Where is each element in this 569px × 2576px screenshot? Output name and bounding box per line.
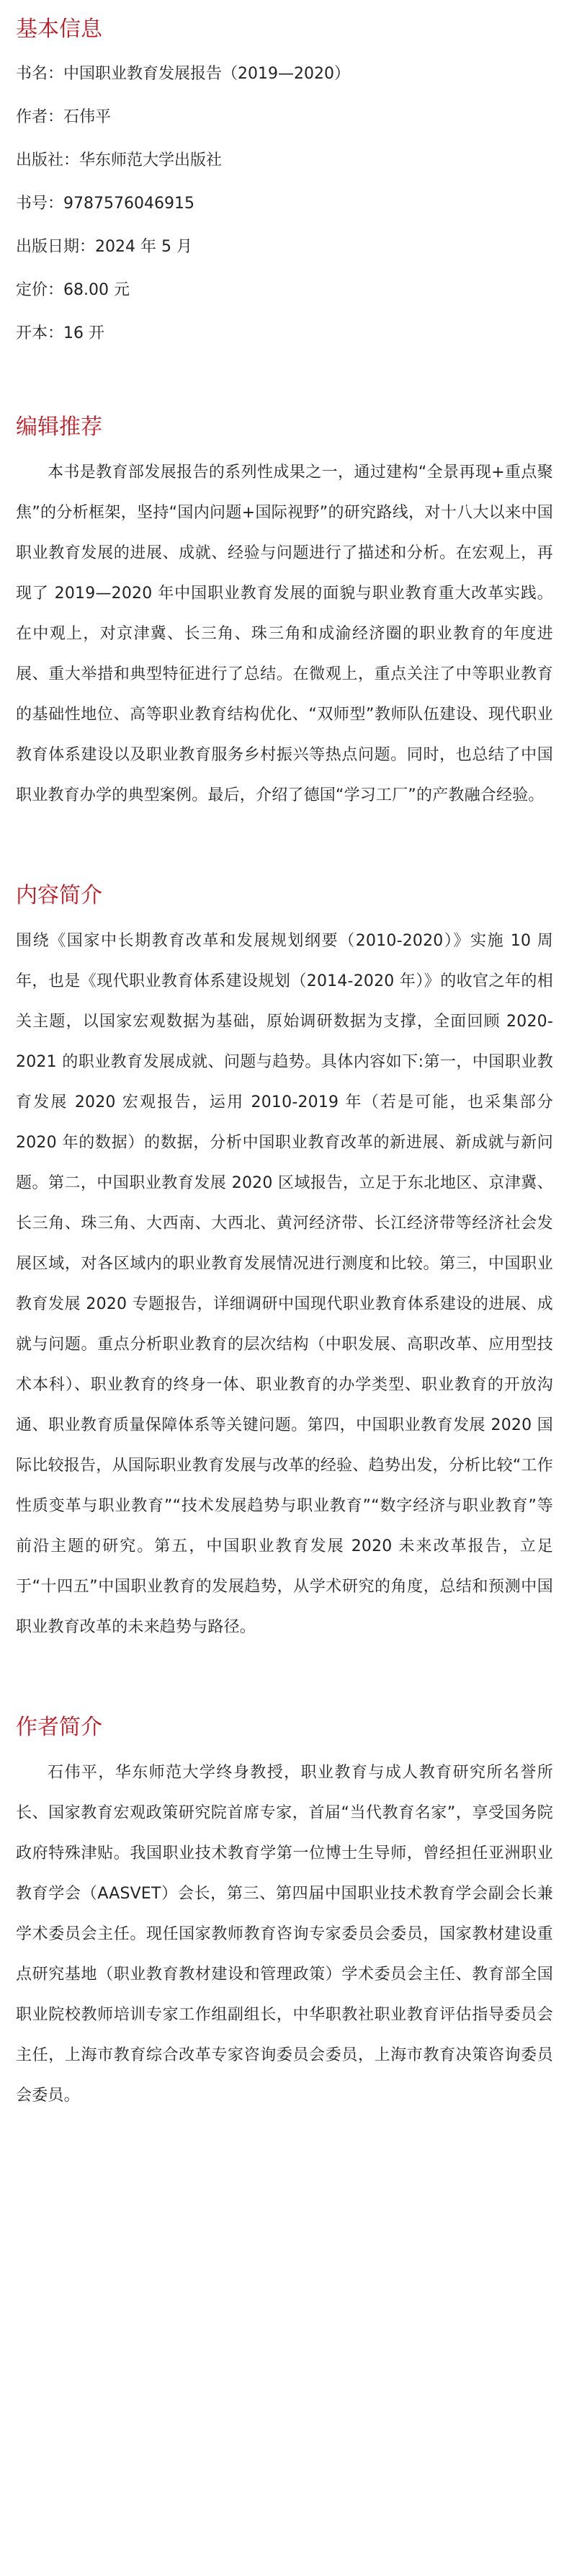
basic-info-heading: 基本信息 (16, 17, 102, 42)
info-author: 作者：石伟平 (16, 108, 112, 126)
basic-info-section (16, 16, 553, 345)
info-publish-date: 出版日期：2024 年 5 月 (16, 238, 192, 256)
info-publisher: 出版社：华东师范大学出版社 (16, 151, 223, 169)
content-summary-section (16, 882, 553, 1648)
info-book-title: 书名：中国职业教育发展报告（2019—2020） (16, 65, 350, 83)
content-summary-text: 围绕《国家中长期教育改革和发展规划纲要（2010-2020）》实施 10 周年，也是《现代职业教育体系建设规划（2014-2020 年）》的收官之年的相关主题，以国家宏观数据为基础，原始调研数据为支撑，全面回顾 2020-2021 的职业教育发展成就、问题与趋势。具体内容如下:第一，中国职业教育发展 2020 宏观报告，运用 2010-2019 年（若是可能，也采集部分 2020 年的数据）的数据，分析中国职业教育改革的新进展、新成就与新问题。第二，中国职业教育发展 2020 区域报告，立足于东北地区、京津冀、长三角、珠三角、大西南、大西北、黄河经济带、长江经济带等经济社会发展区域，对各区域内的职业教育发展情况进行测度和比较。第三，中国职业教育发展 2020 专题报告，详细调研中国现代职业教育体系建设的进展、成就与问题。重点分析职业教育的层次结构（中职发展、高职改革、应用型技术本科）、职业教育的终身一体、职业教育的办学类型、职业教育的开放沟通、职业教育质量保障体系等关键问题。第四，中国职业教育发展 2020 国际比较报告，从国际职业教育发展与改革的经验、趋势出发，分析比较“工作性质变革与职业教育”“技术发展趋势与职业教育”“数字经济与职业教育”等前沿主题的研究。第五，中国职业教育发展 2020 未来改革报告，立足于“十四五”中国职业教育的发展趋势，从学术研究的角度，总结和预测中国职业教育改革的未来趋势与路径。 (16, 932, 553, 1636)
editor-recommendation-section (16, 414, 553, 816)
info-isbn: 书号：9787576046915 (16, 195, 194, 213)
author-intro-heading: 作者简介 (16, 1715, 102, 1740)
info-price: 定价：68.00 元 (16, 281, 130, 299)
author-intro-section (16, 1714, 553, 2116)
editor-recommendation-text: 本书是教育部发展报告的系列性成果之一，通过建构“全景再现+重点聚焦”的分析框架，坚持“国内问题+国际视野”的研究路线，对十八大以来中国职业教育发展的进展、成就、经验与问题进行了描述和分析。在宏观上，再现了 2019—2020 年中国职业教育发展的面貌与职业教育重大改革实践。在中观上，对京津冀、长三角、珠三角和成渝经济圈的职业教育的年度进展、重大举措和典型特征进行了总结。在微观上，重点关注了中等职业教育的基础性地位、高等职业教育结构优化、“双师型”教师队伍建设、现代职业教育体系建设以及职业教育服务乡村振兴等热点问题。同时，也总结了中国职业教育办学的典型案例。最后，介绍了德国“学习工厂”的产教融合经验。 (16, 463, 553, 804)
editor-recommendation-heading: 编辑推荐 (16, 414, 102, 440)
basic-info-list (16, 63, 553, 345)
info-format: 开本：16 开 (16, 324, 104, 342)
author-intro-text: 石伟平，华东师范大学终身教授，职业教育与成人教育研究所名誉所长、国家教育宏观政策研究院首席专家，首届“当代教育名家”，享受国务院政府特殊津贴。我国职业技术教育学第一位博士生导师，曾经担任亚洲职业教育学会（AASVET）会长，第三、第四届中国职业技术教育学会副会长兼学术委员会主任。现任国家教师教育咨询专家委员会委员，国家教材建设重点研究基地（职业教育教材建设和管理政策）学术委员会主任、教育部全国职业院校教师培训专家工作组副组长，中华职教社职业教育评估指导委员会主任，上海市教育综合改革专家咨询委员会委员，上海市教育决策咨询委员会委员。 (16, 1764, 553, 2105)
content-summary-heading: 内容简介 (16, 883, 102, 908)
